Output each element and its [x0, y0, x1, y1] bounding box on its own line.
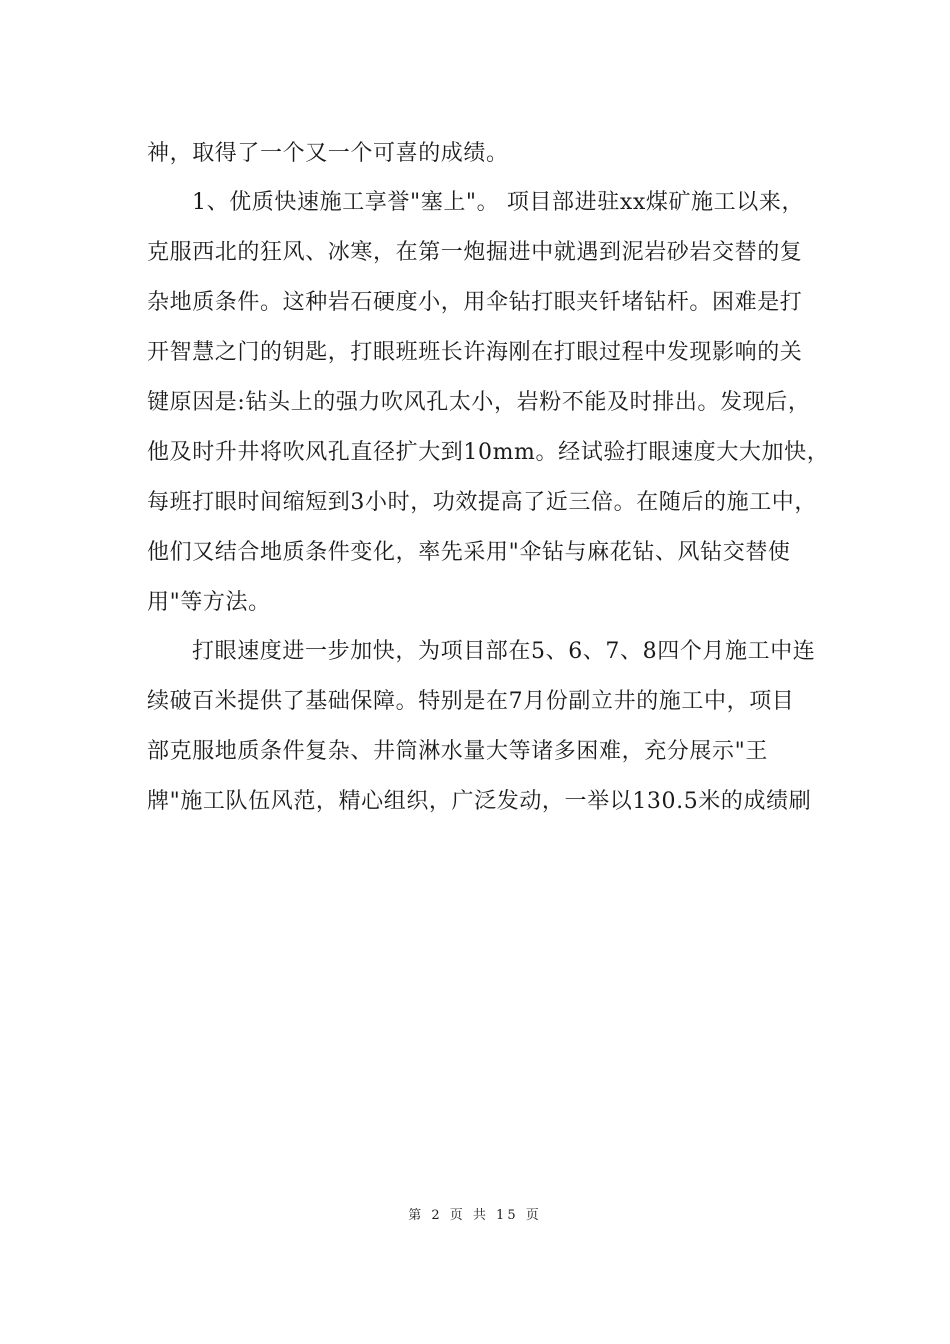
text-line: 他及时升井将吹风孔直径扩大到10mm。经试验打眼速度大大加快，	[147, 440, 830, 465]
text-line: 开智慧之门的钥匙，打眼班班长许海刚在打眼过程中发现影响的关	[147, 340, 803, 365]
text-line: 续破百米提供了基础保障。特别是在7月份副立井的施工中，项目	[147, 689, 795, 714]
page-number-footer: 第 2 页 共 15 页	[408, 1208, 542, 1223]
text-line: 键原因是:钻头上的强力吹风孔太小，岩粉不能及时排出。发现后，	[147, 390, 811, 415]
text-line: 用"等方法。	[147, 590, 271, 615]
text-line: 他们又结合地质条件变化，率先采用"伞钻与麻花钻、风钻交替使	[147, 540, 791, 565]
text-line: 每班打眼时间缩短到3小时，功效提高了近三倍。在随后的施工中，	[147, 490, 817, 515]
text-line: 克服西北的狂风、冰寒，在第一炮掘进中就遇到泥岩砂岩交替的复	[147, 240, 803, 265]
text-line: 杂地质条件。这种岩石硬度小，用伞钻打眼夹钎堵钻杆。困难是打	[147, 290, 803, 315]
paragraph-start-line: 1、优质快速施工享誉"塞上"。 项目部进驻xx煤矿施工以来，	[192, 190, 805, 215]
text-line: 部克服地质条件复杂、井筒淋水量大等诸多困难，充分展示"王	[147, 739, 768, 764]
text-line: 牌"施工队伍风范，精心组织，广泛发动，一举以130.5米的成绩刷	[147, 789, 812, 814]
paragraph-start-line: 打眼速度进一步加快，为项目部在5、6、7、8四个月施工中连	[192, 639, 816, 664]
text-line: 神，取得了一个又一个可喜的成绩。	[147, 141, 509, 166]
